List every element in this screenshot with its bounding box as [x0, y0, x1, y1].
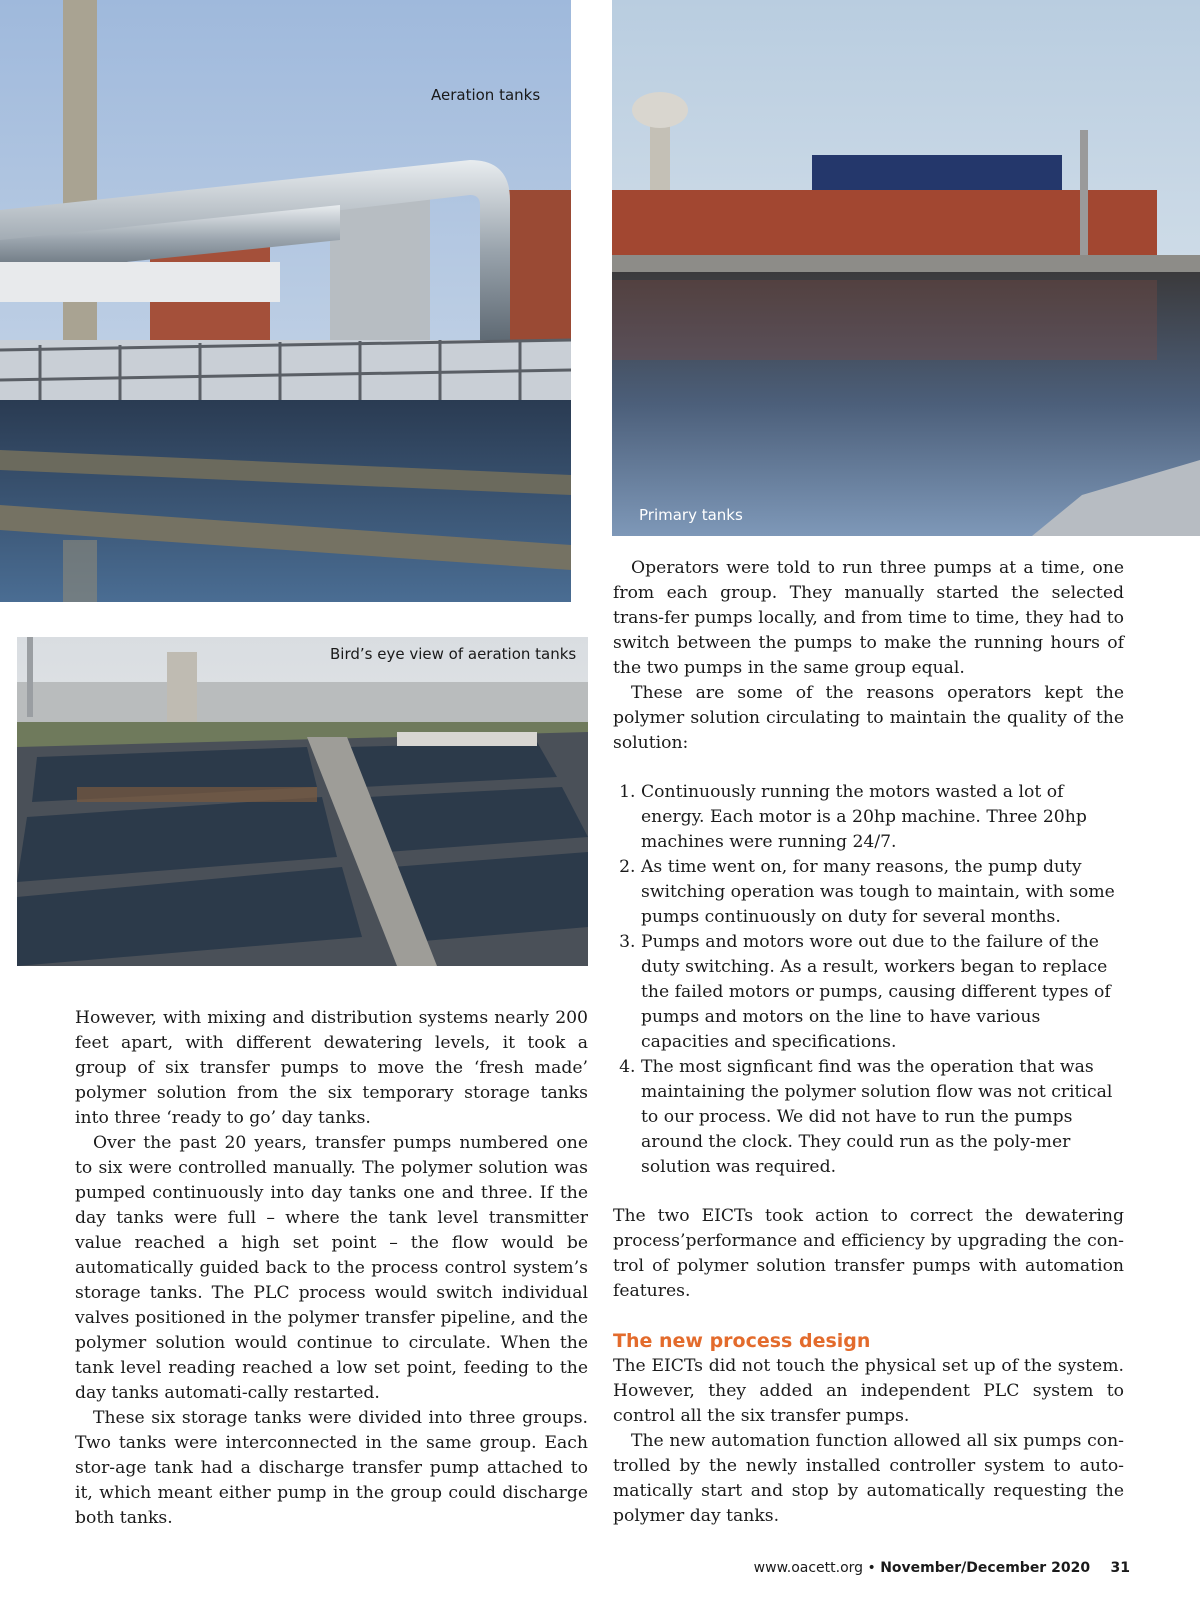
page-number: 31: [1110, 1560, 1130, 1576]
right-column: [613, 556, 1124, 1529]
footer-website: www.oacett.org: [753, 1560, 864, 1576]
aeration-tanks-caption: Aeration tanks: [431, 86, 541, 104]
footer-issue: November/December 2020: [880, 1560, 1091, 1576]
right-paragraph-2: These are some of the reasons operators kept the polymer solution circulating to maintain the quality of the solution:: [613, 683, 1124, 753]
reasons-list: [613, 780, 1124, 1180]
right-paragraph-5: The new automation function allowed all six pumps con-trolled by the newly installed controller system to auto-matically start and stop by automatically requesting the polymer day tanks.: [613, 1431, 1124, 1526]
right-paragraph-1: Operators were told to run three pumps at a time, one from each group. They manually started the selected trans-fer pumps locally, and from time to time, they had to switch between the pumps to make the running hours of the two pumps in the same group equal.: [613, 558, 1124, 678]
right-paragraph-4: The EICTs did not touch the physical set up of the system. However, they added an independent PLC system to control all the six transfer pumps.: [613, 1356, 1124, 1426]
list-item: 2. As time went on, for many reasons, the pump duty switching operation was tough to maintain, with some pumps continuously on duty for several months.: [641, 855, 1124, 930]
footer-separator: •: [867, 1560, 876, 1576]
primary-tanks-photo: [612, 0, 1200, 536]
page-footer: [754, 1560, 1130, 1576]
left-column: [75, 1006, 588, 1531]
right-paragraph-3: The two EICTs took action to correct the dewatering process’performance and efficiency by upgrading the con-trol of polymer solution transfer pumps with automation features.: [613, 1206, 1124, 1301]
primary-tanks-caption: Primary tanks: [639, 506, 743, 524]
left-paragraph-3: These six storage tanks were divided into three groups. Two tanks were interconnected in the same group. Each stor-age tank had a discharge transfer pump attached to it, which meant either pump in the group could discharge both tanks.: [75, 1408, 588, 1528]
left-paragraph-1: However, with mixing and distribution systems nearly 200 feet apart, with different dewatering levels, it took a group of six transfer pumps to move the ‘fresh made’ polymer solution from the six temporary storage tanks into three ‘ready to go’ day tanks.: [75, 1008, 588, 1128]
list-item: 4. The most signficant find was the operation that was maintaining the polymer solution flow was not critical to our process. We did not have to run the pumps around the clock. They could run as the poly-mer solution was required.: [641, 1055, 1124, 1180]
birds-eye-aeration-photo: [17, 637, 588, 966]
list-item: 1. Continuously running the motors wasted a lot of energy. Each motor is a 20hp machine. Three 20hp machines were running 24/7.: [641, 780, 1124, 855]
birds-eye-caption: Bird’s eye view of aeration tanks: [330, 645, 577, 663]
section-heading: The new process design: [613, 1330, 871, 1352]
list-item: 3. Pumps and motors wore out due to the failure of the duty switching. As a result, workers began to replace the failed motors or pumps, causing different types of pumps and motors on the line to have various capacities and specifications.: [641, 930, 1124, 1055]
left-paragraph-2: Over the past 20 years, transfer pumps numbered one to six were controlled manually. The polymer solution was pumped continuously into day tanks one and three. If the day tanks were full – where the tank level transmitter value reached a high set point – the flow would be automatically guided back to the process control system’s storage tanks. The PLC process would switch individual valves positioned in the polymer transfer pipeline, and the polymer solution would continue to circulate. When the tank level reading reached a low set point, feeding to the day tanks automati-cally restarted.: [75, 1133, 588, 1403]
